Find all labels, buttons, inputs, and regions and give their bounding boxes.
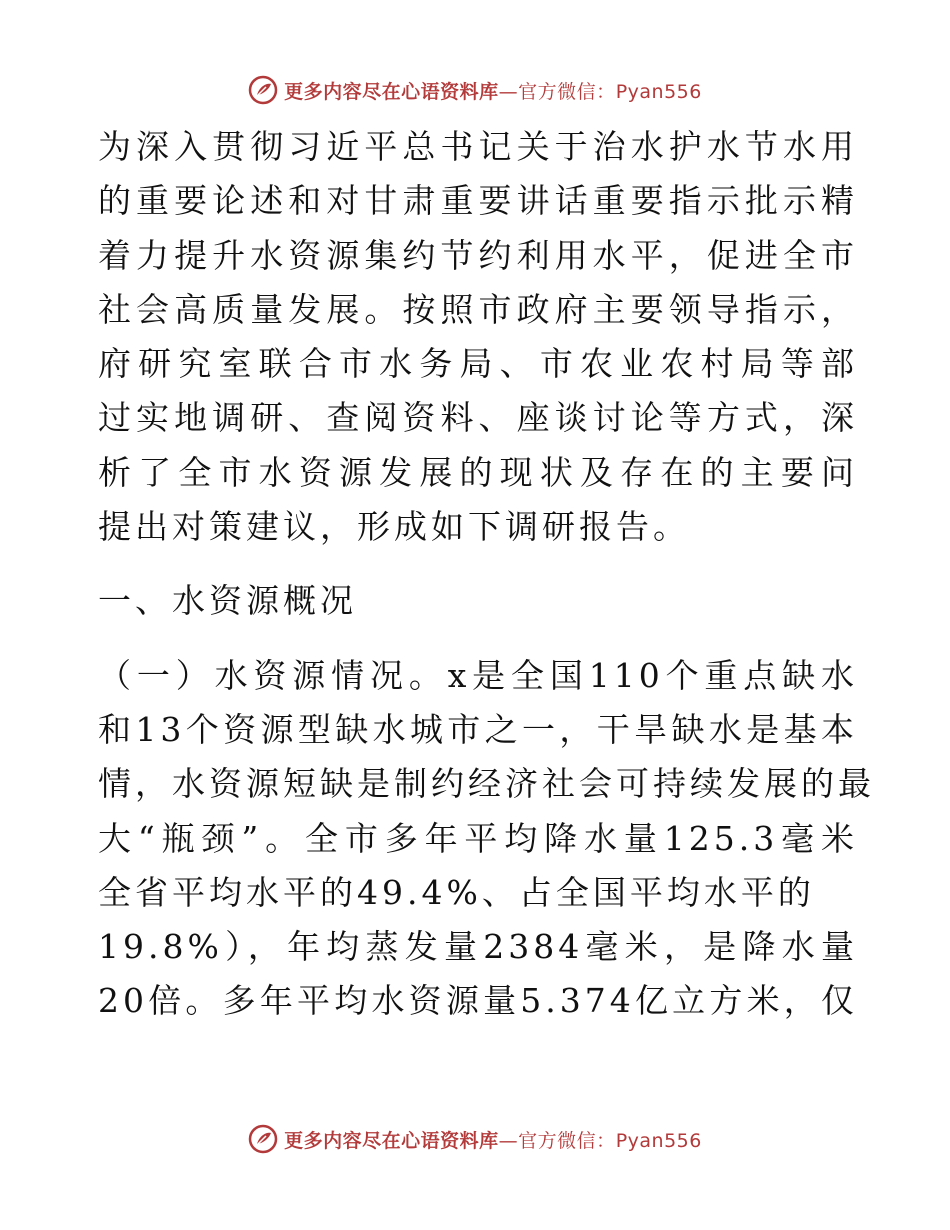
text-line: （一）水资源情况。x是全国110个重点缺水 [98, 655, 858, 695]
watermark-header [0, 70, 950, 110]
red-circle-leaf-logo-icon [248, 75, 278, 105]
text-line: 提出对策建议，形成如下调研报告。 [98, 507, 690, 547]
red-circle-leaf-logo-icon [248, 1124, 278, 1154]
text-line: 着力提升水资源集约节约利用水平，促进全市 [98, 235, 858, 275]
text-line: 情，水资源短缺是制约经济社会可持续发展的最 [98, 764, 875, 804]
text-line: 大“瓶颈”。全市多年平均降水量125.3毫米 [98, 818, 858, 858]
heading-line: 一、水资源概况 [98, 581, 357, 621]
section-heading [98, 574, 858, 628]
text-line: 20倍。多年平均水资源量5.374亿立方米，仅 [98, 981, 858, 1021]
text-line: 过实地调研、查阅资料、座谈讨论等方式，深 [98, 398, 858, 438]
text-line: 19.8%），年均蒸发量2384毫米，是降水量 [98, 927, 858, 967]
text-line: 府研究室联合市水务局、市农业农村局等部 [98, 344, 858, 384]
paragraph-intro [98, 120, 858, 554]
text-line: 析了全市水资源发展的现状及存在的主要问 [98, 452, 858, 492]
text-line: 和13个资源型缺水城市之一，干旱缺水是基本 [98, 709, 858, 749]
watermark-wechat-label: 官方微信： [518, 80, 616, 103]
watermark-text [284, 77, 702, 104]
watermark-dash: — [498, 1129, 519, 1152]
watermark-brand: 更多内容尽在心语资料库 [284, 1129, 499, 1152]
watermark-footer [0, 1119, 950, 1159]
text-line: 全省平均水平的49.4%、占全国平均水平的 [98, 872, 815, 912]
watermark-wechat-id: Pyan556 [615, 80, 702, 103]
text-line: 的重要论述和对甘肃重要讲话重要指示批示精 [98, 181, 858, 221]
watermark-dash: — [498, 80, 519, 103]
paragraph-water-resources [98, 649, 875, 1029]
watermark-text [284, 1126, 702, 1153]
watermark-wechat-id: Pyan556 [615, 1129, 702, 1152]
document-body [98, 120, 875, 1029]
text-line: 社会高质量发展。按照市政府主要领导指示， [98, 289, 858, 329]
watermark-wechat-label: 官方微信： [518, 1129, 616, 1152]
watermark-brand: 更多内容尽在心语资料库 [284, 80, 499, 103]
text-line: 为深入贯彻习近平总书记关于治水护水节水用 [98, 127, 858, 166]
